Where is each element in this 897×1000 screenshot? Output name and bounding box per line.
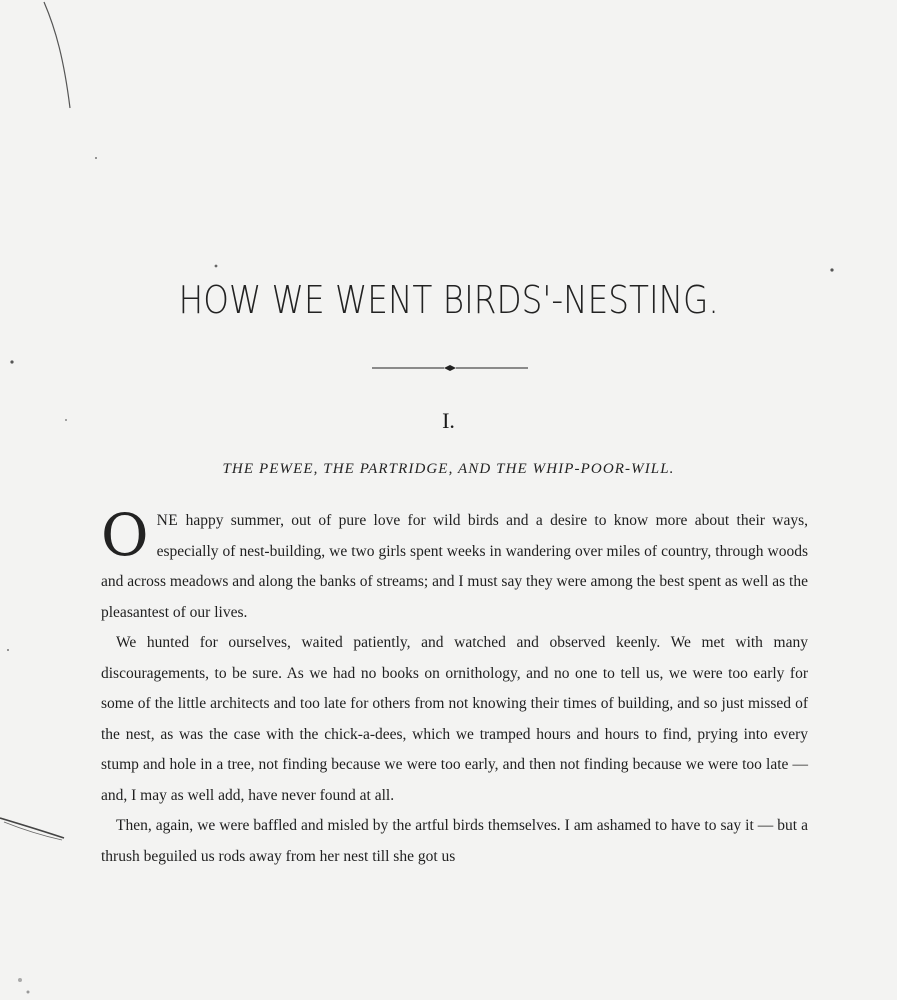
speck — [18, 978, 22, 982]
speck — [95, 157, 97, 159]
paragraph-2: We hunted for ourselves, waited patiently, and watched and observed keenly. We met with many discouragements, to be sure. As we had no books on ornithology, and no one to tell us, we were too early for some of the little architects and too late for others from not knowing their times of building, and so just missed of the nest, as was the case with the chick-a-dees, which we tramped hours and hours to find, prying into every stump and hole in a tree, not finding because we were too early, and then not finding because we were too late — and, I may as well add, have never found at all. — [101, 634, 808, 804]
speck — [10, 360, 13, 363]
speck — [215, 265, 218, 268]
body-text — [101, 501, 808, 872]
paragraph-1-text: happy summer, out of pure love for wild birds and a desire to know more about their ways, especially of nest-building, we two girls spent weeks in wandering over miles of country, through woods and across meadows and along the banks of streams; and I must say they were among the best spent as well as the pleasantest of our lives. — [101, 512, 808, 621]
drop-cap: O — [101, 501, 149, 569]
section-heading: THE PEWEE, THE PARTRIDGE, AND THE WHIP-POOR-WILL. — [222, 461, 675, 477]
paragraph-3: Then, again, we were baffled and misled by the artful birds themselves. I am ashamed to have to say it — but a thrush beguiled us rods away from her nest till she got us — [101, 817, 808, 865]
left-margin-scratch-2 — [4, 822, 62, 840]
section-number: I. — [442, 408, 455, 433]
chapter-title: HOW WE WENT BIRDS'-NESTING. — [178, 278, 719, 322]
title-ornament-rule — [372, 362, 528, 374]
speck — [830, 268, 833, 271]
top-left-scratch — [44, 2, 70, 108]
left-margin-scratch — [0, 818, 64, 838]
speck — [7, 649, 9, 651]
paragraph-1 — [101, 501, 808, 628]
first-word: NE — [156, 512, 179, 529]
speck — [27, 991, 30, 994]
